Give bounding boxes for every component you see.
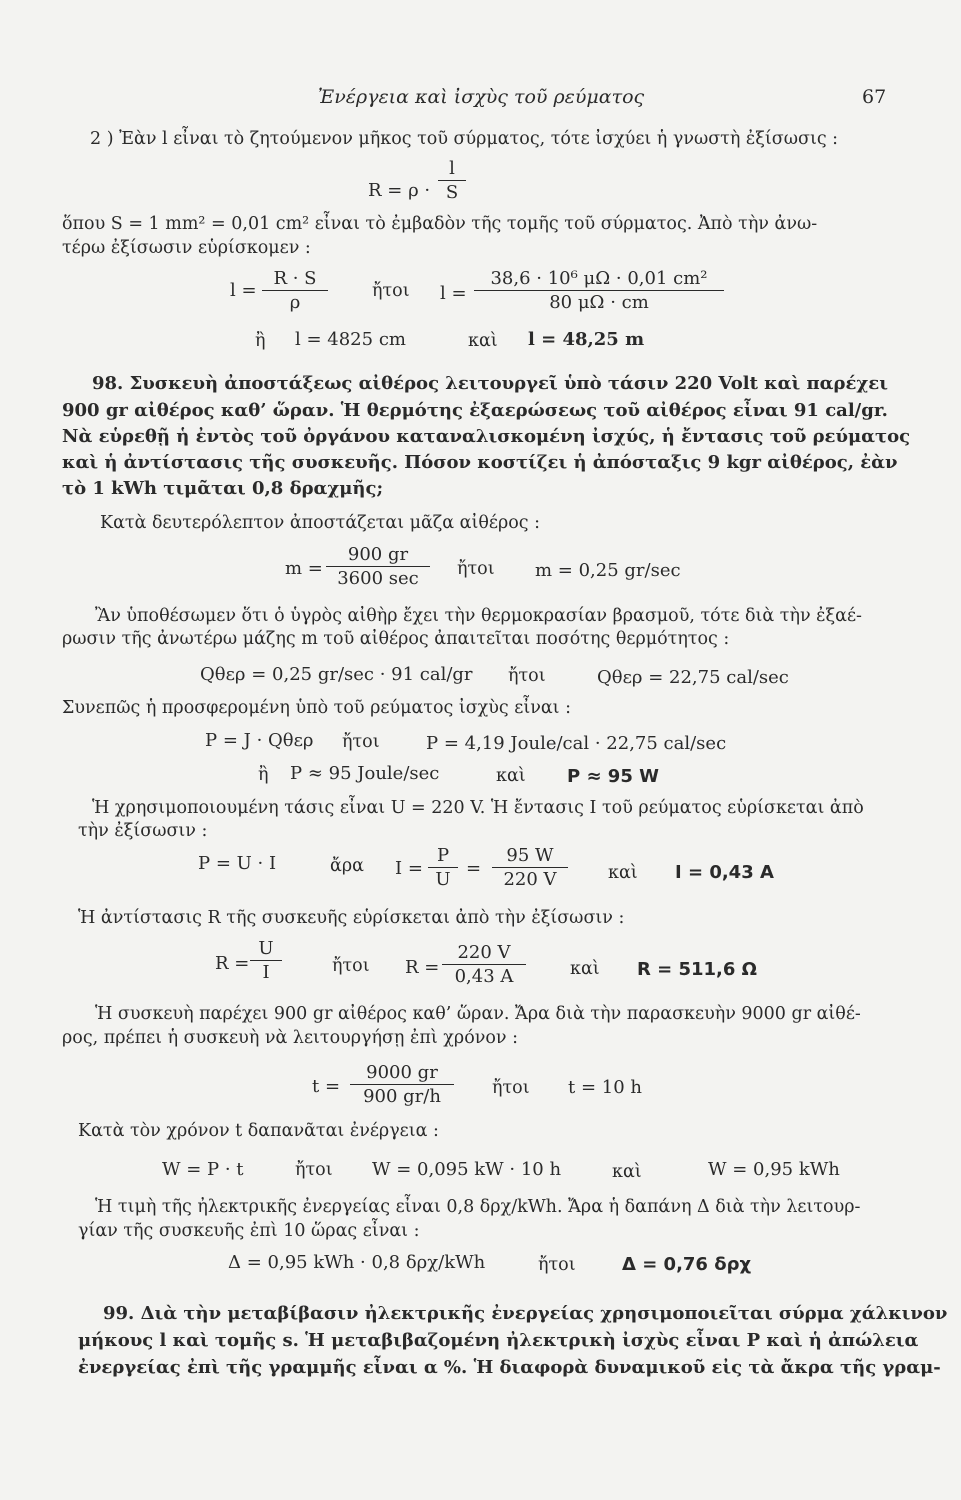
fraction-numerator: 220 V xyxy=(457,942,511,963)
hitoi-p: ἤτοι xyxy=(342,732,380,752)
fraction-numerator: 95 W xyxy=(506,845,554,866)
header-title: Ἐνέργεια καὶ ἰσχὺς τοῦ ρεύματος xyxy=(318,86,645,108)
i-eq-sign: = xyxy=(466,858,482,879)
r-fraction-1 xyxy=(250,938,282,983)
w-result: W = 0,95 kWh xyxy=(708,1159,840,1180)
kai-p: καὶ xyxy=(496,766,526,786)
kai-w: καὶ xyxy=(612,1162,642,1182)
hitoi-m: ἤτοι xyxy=(457,559,495,579)
hitoi-w: ἤτοι xyxy=(295,1160,333,1180)
problem98-line-3: Νὰ εὑρεθῇ ἡ ἐντὸς τοῦ ὀργάνου καταναλισκομένη ἰσχύς, ἡ ἔντασις τοῦ ρεύματος xyxy=(62,426,911,447)
fraction-denominator: S xyxy=(438,180,466,203)
q-eq: Qθερ = 0,25 gr/sec · 91 cal/gr xyxy=(200,664,473,685)
solution-text-7: Κατὰ τὸν χρόνον t δαπανᾶται ἐνέργεια : xyxy=(78,1121,439,1141)
result-l-cm: l = 4825 cm xyxy=(295,329,406,350)
solution-text-2a: Ἂν ὑποθέσωμεν ὅτι ὁ ὑγρὸς αἰθὴρ ἔχει τὴν θερμοκρασίαν βρασμοῦ, τότε διὰ τὴν ἐξαέ- xyxy=(95,606,862,626)
intro-eq-fraction xyxy=(438,158,466,203)
fraction-denominator: 80 μΩ · cm xyxy=(474,290,724,313)
kai-1: καὶ xyxy=(468,331,498,351)
t-fraction xyxy=(350,1062,454,1107)
fraction-denominator: ρ xyxy=(262,290,328,313)
solution-text-6a: Ἡ συσκευὴ παρέχει 900 gr αἰθέρος καθ’ ὥραν. Ἄρα διὰ τὴν παρασκευὴν 9000 gr αἰθέ- xyxy=(95,1004,861,1024)
l-eq-lhs: l = xyxy=(230,280,257,301)
fraction-denominator: U xyxy=(428,867,458,890)
result-l-m: l = 48,25 m xyxy=(528,329,645,350)
p-eq2: P = 4,19 Joule/cal · 22,75 cal/sec xyxy=(426,733,727,754)
r-eq2-lhs: R = xyxy=(405,957,440,978)
solution-text-4b: τὴν ἐξίσωσιν : xyxy=(78,821,208,841)
w-eq2: W = 0,095 kW · 10 h xyxy=(372,1159,562,1180)
i-result: I = 0,43 A xyxy=(675,862,774,883)
problem99-line-1: 99. Διὰ τὴν μεταβίβασιν ἠλεκτρικῆς ἐνεργείας χρησιμοποιεῖται σύρμα χάλκινον xyxy=(103,1303,948,1324)
hitoi-t: ἤτοι xyxy=(492,1078,530,1098)
solution-text-8a: Ἡ τιμὴ τῆς ἠλεκτρικῆς ἐνεργείας εἶναι 0,8 δρχ/kWh. Ἄρα ἡ δαπάνη Δ διὰ τὴν λειτουρ- xyxy=(95,1197,861,1217)
fraction-numerator: 900 gr xyxy=(347,544,409,565)
fraction-numerator: 38,6 · 10⁶ μΩ · 0,01 cm² xyxy=(490,268,708,289)
d-result: Δ = 0,76 δρχ xyxy=(622,1254,752,1275)
fraction-denominator: 0,43 A xyxy=(442,964,526,987)
t-eq-lhs: t = xyxy=(312,1076,341,1097)
fraction-numerator: 9000 gr xyxy=(366,1062,438,1083)
fraction-numerator: R · S xyxy=(273,268,317,289)
w-eq: W = P · t xyxy=(162,1159,244,1180)
solution-text-3: Συνεπῶς ἡ προσφερομένη ὑπὸ τοῦ ρεύματος ἰσχὺς εἶναι : xyxy=(62,698,571,718)
problem98-line-4: καὶ ἡ ἀντίστασις τῆς συσκευῆς. Πόσον κοστίζει ἡ ἀπόσταξις 9 kgr αἰθέρος, ἐὰν xyxy=(62,452,898,473)
solution-text-5: Ἡ ἀντίστασις R τῆς συσκευῆς εὑρίσκεται ἀπὸ τὴν ἐξίσωσιν : xyxy=(78,908,625,928)
fraction-denominator: I xyxy=(250,960,282,983)
l-fraction xyxy=(262,268,328,313)
l-eq2-lhs: l = xyxy=(440,283,467,304)
m-eq-lhs: m = xyxy=(285,558,323,579)
fraction-numerator: l xyxy=(449,158,455,179)
problem98-line-5: τὸ 1 kWh τιμᾶται 0,8 δραχμῆς; xyxy=(62,478,384,499)
problem98-line-1: 98. Συσκευὴ ἀποστάξεως αἰθέρος λειτουργεῖ ὑπὸ τάσιν 220 Volt καὶ παρέχει xyxy=(92,373,888,394)
i-fraction-1 xyxy=(428,845,458,890)
problem99-line-2: μήκους l καὶ τομῆς s. Ἡ μεταβιβαζομένη ἠλεκτρικὴ ἰσχὺς εἶναι P καὶ ἡ ἀπώλεια xyxy=(78,1330,919,1351)
l2-fraction xyxy=(474,268,724,313)
q-result: Qθερ = 22,75 cal/sec xyxy=(597,667,789,688)
hitoi-1: ἤτοι xyxy=(372,281,410,301)
p-result-watt: P ≈ 95 W xyxy=(567,766,659,787)
solution-text-1: Κατὰ δευτερόλεπτον ἀποστάζεται μᾶζα αἰθέρος : xyxy=(100,513,541,533)
hitoi-d: ἤτοι xyxy=(538,1255,576,1275)
p-result-joule: P ≈ 95 Joule/sec xyxy=(290,763,440,784)
fraction-numerator: U xyxy=(258,938,274,959)
fraction-denominator: 3600 sec xyxy=(326,566,430,589)
hitoi-r: ἤτοι xyxy=(332,956,370,976)
p-eq: P = J · Qθερ xyxy=(205,730,314,751)
r-eq-lhs: R = xyxy=(215,953,250,974)
intro-eq-lhs: R = ρ · xyxy=(368,180,431,201)
or-1: ἢ xyxy=(255,331,266,351)
r-fraction-2 xyxy=(442,942,526,987)
fraction-denominator: 900 gr/h xyxy=(350,1084,454,1107)
solution-text-2b: ρωσιν τῆς ἀνωτέρω μάζης m τοῦ αἰθέρος ἀπαιτεῖται ποσότης θερμότητος : xyxy=(62,629,730,649)
intro-line-2: ὅπου S = 1 mm² = 0,01 cm² εἶναι τὸ ἐμβαδὸν τῆς τομῆς τοῦ σύρματος. Ἀπὸ τὴν ἀνω- xyxy=(62,214,818,234)
fraction-numerator: P xyxy=(436,845,450,866)
solution-text-8b: γίαν τῆς συσκευῆς ἐπὶ 10 ὥρας εἶναι : xyxy=(78,1221,420,1241)
ara-i: ἄρα xyxy=(330,856,364,876)
or-p: ἢ xyxy=(258,765,269,785)
i-eq-lhs: I = xyxy=(395,858,423,879)
solution-text-6b: ρος, πρέπει ἡ συσκευὴ νὰ λειτουργήσῃ ἐπὶ χρόνον : xyxy=(62,1028,518,1048)
m-fraction xyxy=(326,544,430,589)
hitoi-q: ἤτοι xyxy=(508,666,546,686)
page-number: 67 xyxy=(862,86,887,108)
solution-text-4a: Ἡ χρησιμοποιουμένη τάσις εἶναι U = 220 V. Ἡ ἔντασις I τοῦ ρεύματος εὑρίσκεται ἀπὸ xyxy=(92,798,864,818)
d-eq: Δ = 0,95 kWh · 0,8 δρχ/kWh xyxy=(228,1252,486,1273)
fraction-denominator: 220 V xyxy=(492,867,568,890)
running-header xyxy=(0,86,961,114)
m-result: m = 0,25 gr/sec xyxy=(535,560,681,581)
t-result: t = 10 h xyxy=(568,1077,642,1098)
intro-line-1: 2 ) Ἐὰν l εἶναι τὸ ζητούμενον μῆκος τοῦ σύρματος, τότε ἰσχύει ἡ γνωστὴ ἐξίσωσις : xyxy=(90,129,839,149)
kai-i: καὶ xyxy=(608,863,638,883)
intro-line-3: τέρω ἐξίσωσιν εὑρίσκομεν : xyxy=(62,238,311,258)
r-result: R = 511,6 Ω xyxy=(637,959,757,980)
problem99-line-3: ἐνεργείας ἐπὶ τῆς γραμμῆς εἶναι α %. Ἡ διαφορὰ δυναμικοῦ εἰς τὰ ἄκρα τῆς γραμ- xyxy=(78,1357,941,1378)
i-eq: P = U · I xyxy=(198,853,277,874)
problem98-line-2: 900 gr αἰθέρος καθ’ ὥραν. Ἡ θερμότης ἐξαερώσεως τοῦ αἰθέρος εἶναι 91 cal/gr. xyxy=(62,400,888,421)
i-fraction-2 xyxy=(492,845,568,890)
kai-r: καὶ xyxy=(570,959,600,979)
